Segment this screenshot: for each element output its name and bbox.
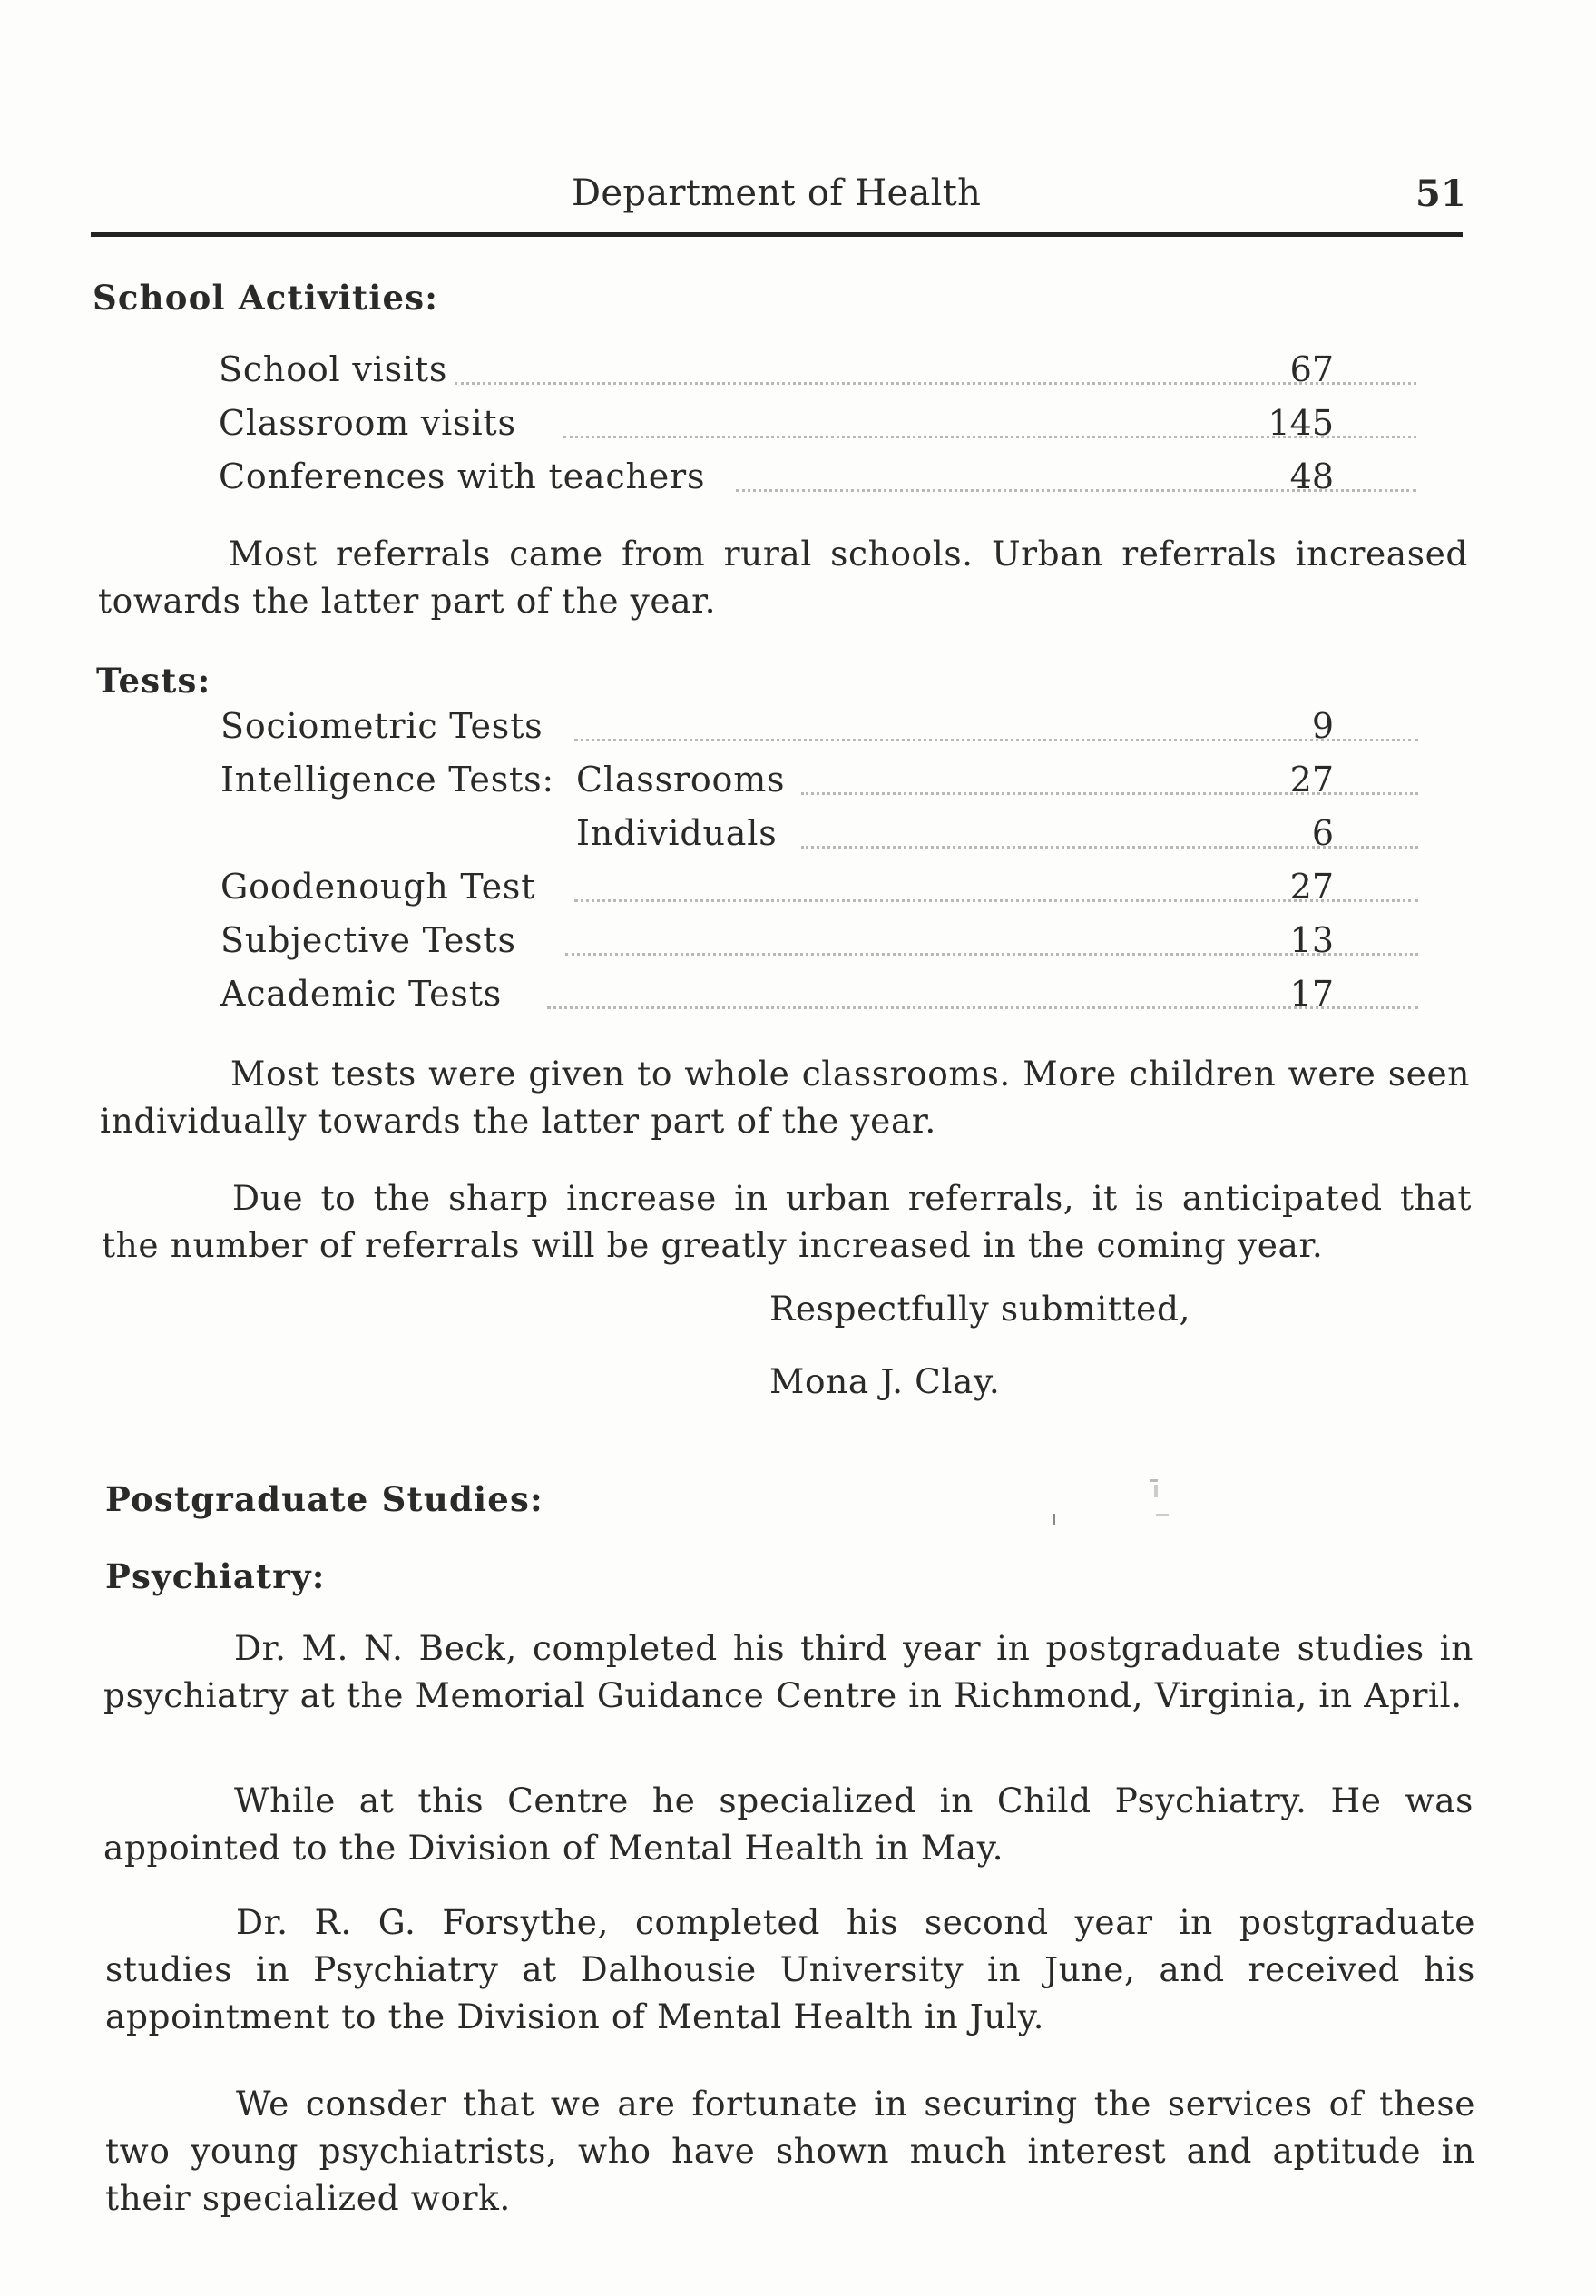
- row-value: 13: [1289, 920, 1334, 960]
- tests-note-2: Due to the sharp increase in urban referrals, it is anticipated that the number of referrals will be greatly increased in the coming year.: [102, 1178, 1472, 1265]
- tests-heading: Tests:: [96, 661, 211, 701]
- body-paragraph: We consder that we are fortunate in securing the services of these two young psychiatrists, who have shown much interest and aptitude in their specialized work.: [105, 2084, 1475, 2218]
- postgraduate-heading: Postgraduate Studies:: [105, 1479, 543, 1519]
- row-label: Intelligence Tests:: [220, 760, 554, 800]
- running-head-title: Department of Health: [572, 172, 982, 214]
- row-label: Subjective Tests: [220, 920, 516, 960]
- row-value: 6: [1311, 813, 1334, 853]
- signature-closing: Respectfully submitted,: [769, 1289, 1191, 1329]
- school-activities-note: Most referrals came from rural schools. Urban referrals increased towards the latter part of the year.: [98, 534, 1468, 621]
- row-value: 17: [1289, 974, 1334, 1014]
- row-value: 27: [1289, 760, 1334, 800]
- row-label: Academic Tests: [220, 974, 503, 1014]
- scan-specks: [1043, 1470, 1189, 1552]
- row-sublabel: Individuals: [576, 813, 778, 853]
- row-value: 27: [1289, 867, 1334, 907]
- row-value: 145: [1268, 403, 1334, 443]
- psychiatry-subheading: Psychiatry:: [105, 1556, 326, 1596]
- body-paragraph: Dr. R. G. Forsythe, completed his second year in postgraduate studies in Psychiatry at Dalhousie University in June, and received his appointment to the Division of Mental Health in July.: [105, 1902, 1475, 2036]
- row-value: 67: [1289, 349, 1334, 389]
- signature-name: Mona J. Clay.: [769, 1361, 1001, 1401]
- school-activities-heading: School Activities:: [93, 278, 439, 318]
- row-value: 48: [1289, 456, 1334, 496]
- row-label: Classroom visits: [219, 403, 516, 443]
- body-paragraph: While at this Centre he specialized in Child Psychiatry. He was appointed to the Division of Mental Health in May.: [103, 1781, 1474, 1868]
- header-rule: [91, 232, 1463, 237]
- tests-note-1: Most tests were given to whole classrooms. More children were seen individually towards the latter part of the year.: [100, 1054, 1470, 1141]
- row-label: Conferences with teachers: [219, 456, 706, 496]
- row-label: Goodenough Test: [220, 867, 536, 907]
- page-number: 51: [1415, 172, 1466, 215]
- row-label: School visits: [219, 349, 448, 389]
- row-label: Sociometric Tests: [220, 706, 543, 746]
- row-value: 9: [1311, 706, 1334, 746]
- body-paragraph: Dr. M. N. Beck, completed his third year in postgraduate studies in psychiatry at the Memorial Guidance Centre in Richmond, Virginia, in April.: [103, 1628, 1474, 1715]
- row-sublabel: Classrooms: [576, 760, 786, 800]
